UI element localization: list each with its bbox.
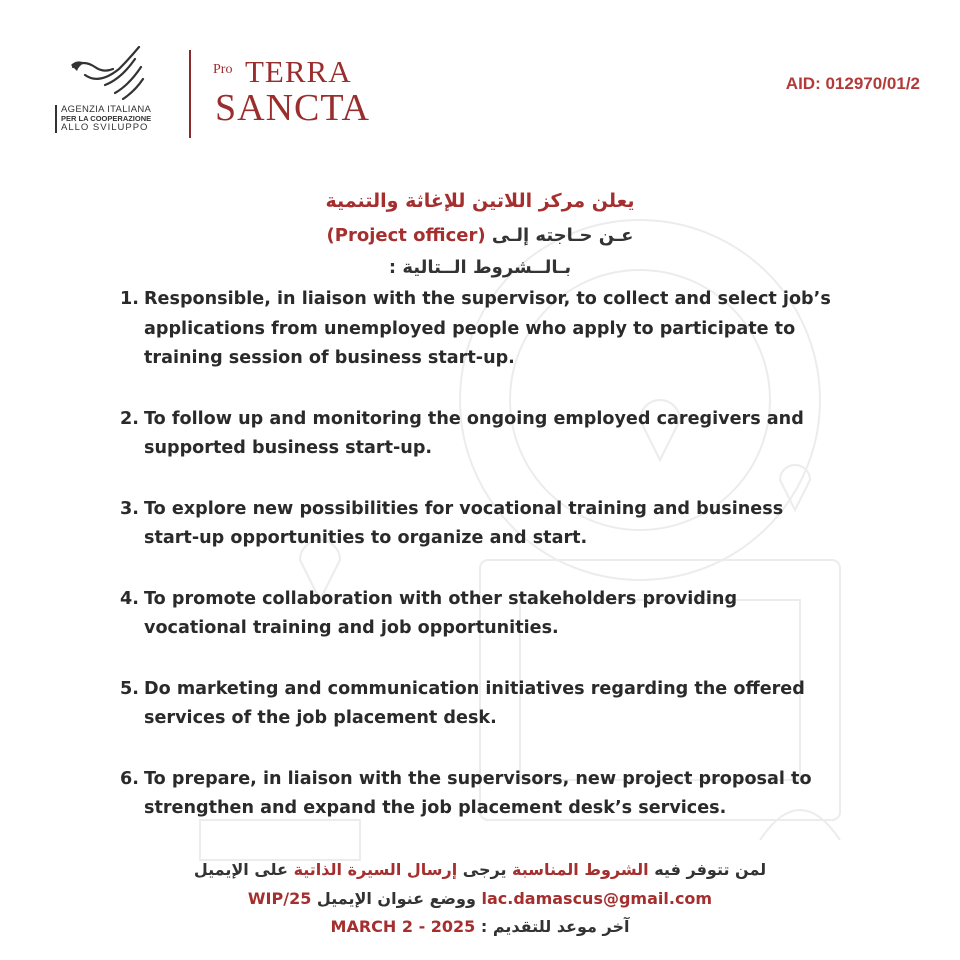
duty-number: 1. [120,289,139,309]
instr-conditions: الشروط المناسبة [512,860,649,879]
email-subject: WIP/25 [247,889,312,908]
duty-item [120,585,840,644]
pro-terra-sancta-logo [213,54,373,138]
pts-terra: TERRA [245,54,352,89]
duty-text: To explore new possibilities for vocational training and business start-up opportunities to organize and start. [144,498,784,548]
duty-number: 5. [120,678,139,699]
instr-part: على الإيميل [193,860,288,879]
instr-send-cv: إرسال السيرة الذاتية [293,860,458,879]
duty-number: 2. [120,408,139,429]
duty-text: To promote collaboration with other stakeholders providing vocational training and job opportunities. [144,588,738,638]
pts-pro: Pro [213,62,233,77]
duty-text: Responsible, in liaison with the supervisor, to collect and select job’s applications from unemployed people who apply to participate to training session of business start-up. [144,289,831,368]
duty-item [120,495,840,554]
duty-text: Do marketing and communication initiatives regarding the offered services of the job placement desk. [144,678,805,728]
deadline-line [140,917,820,936]
position-title: (Project officer) [326,225,486,246]
duty-text: To follow up and monitoring the ongoing employed caregivers and supported business start-up. [144,408,804,458]
instr-part: يرجى [462,860,507,879]
duty-item [120,285,840,374]
aics-name-line1: AGENZIA ITALIANA [61,104,152,115]
pts-sancta: SANCTA [215,87,370,129]
duties-list [120,285,840,824]
aid-number: AID: 012970/01/2 [785,74,920,93]
email-address[interactable]: lac.damascus@gmail.com [481,889,713,908]
duty-text: To prepare, in liaison with the supervisors, new project proposal to strengthen and expand the job placement desk’s services. [144,768,812,818]
deadline-label: آخر موعد للتقديم : [480,917,630,936]
aics-name-line2: PER LA COOPERAZIONE [61,113,152,123]
aics-name-line3: ALLO SVILUPPO [61,121,149,133]
duty-number: 3. [120,498,139,519]
dove-hand-icon [65,45,155,105]
subject-label: ووضع عنوان الإيميل [316,889,476,908]
email-line [140,889,820,908]
announcement-need [180,225,780,246]
instr-part: لمن تتوفر فيه [654,860,767,879]
application-instructions [140,860,820,879]
duty-number: 6. [120,768,139,789]
duty-item [120,675,840,734]
need-prefix: عـن حـاجته إلـى [491,225,634,246]
duty-number: 4. [120,588,139,609]
announcement-title: يعلن مركز اللاتين للإغاثة والتنمية [325,190,635,212]
aics-logo [55,45,175,145]
logo-divider [189,50,191,138]
duty-item [120,765,840,824]
conditions-heading: بـالــشروط الــتالية : [388,257,572,278]
duty-item [120,405,840,464]
deadline-date: MARCH 2 - 2025 [330,917,476,936]
